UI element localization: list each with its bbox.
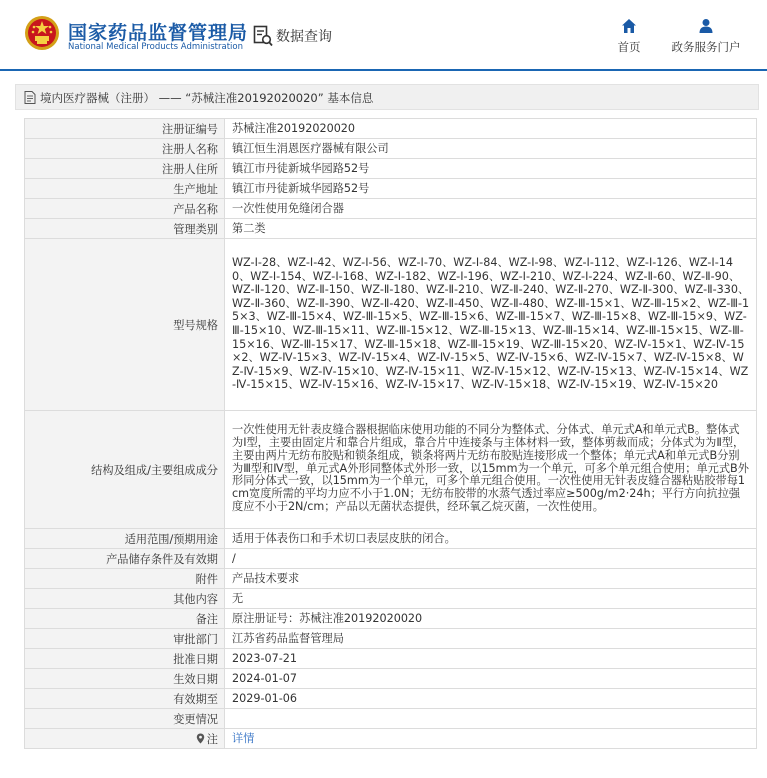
field-value: 原注册证号：苏械注准20192020020	[225, 609, 757, 629]
data-query-link[interactable]: 数据查询	[276, 29, 332, 45]
field-label: 变更情况	[25, 709, 225, 729]
header-divider	[0, 69, 767, 71]
table-row	[25, 729, 757, 749]
nav-home-label: 首页	[617, 40, 641, 54]
table-row	[25, 689, 757, 709]
field-label: 有效期至	[25, 689, 225, 709]
table-row	[25, 569, 757, 589]
document-icon	[24, 91, 36, 104]
table-row	[25, 529, 757, 549]
site-header	[0, 0, 767, 70]
field-label: 注	[206, 732, 218, 746]
field-value: 镇江市丹徒新城华园路52号	[225, 159, 757, 179]
home-icon	[621, 18, 637, 34]
table-row	[25, 411, 757, 529]
field-value: 无	[225, 589, 757, 609]
field-label: 型号规格	[25, 239, 225, 411]
nav-home[interactable]	[612, 18, 646, 58]
field-label: 注册人名称	[25, 139, 225, 159]
table-row	[25, 119, 757, 139]
national-emblem-icon[interactable]	[24, 15, 60, 51]
field-value: 2029-01-06	[225, 689, 757, 709]
field-value: 一次性使用免缝闭合器	[225, 199, 757, 219]
field-value: 镇江市丹徒新城华园路52号	[225, 179, 757, 199]
table-row	[25, 179, 757, 199]
user-icon	[698, 18, 714, 34]
field-value: /	[225, 549, 757, 569]
table-row	[25, 589, 757, 609]
table-row	[25, 139, 757, 159]
field-value: 镇江恒生涓恩医疗器械有限公司	[225, 139, 757, 159]
registration-info-table	[24, 118, 757, 749]
field-value	[225, 709, 757, 729]
table-row	[25, 649, 757, 669]
table-row	[25, 239, 757, 411]
table-row	[25, 159, 757, 179]
field-value: 2024-01-07	[225, 669, 757, 689]
field-value: 苏械注准20192020020	[225, 119, 757, 139]
field-value: 产品技术要求	[225, 569, 757, 589]
field-value: 江苏省药品监督管理局	[225, 629, 757, 649]
field-value	[225, 729, 757, 749]
table-row	[25, 199, 757, 219]
field-label: 产品名称	[25, 199, 225, 219]
field-label: 注册证编号	[25, 119, 225, 139]
data-query-icon[interactable]	[253, 25, 273, 47]
field-value: 一次性使用无针表皮缝合器根据临床使用功能的不同分为整体式、分体式、单元式A和单元式B。整体式为Ⅰ型，主要由固定片和靠合片组成，靠合片中连接条与主体材料一致，整体剪裁而成；分体式为为Ⅱ型，主要由两片无纺布胶贴和锁条组成，锁条将两片无纺布胶贴连接形成一个整体；单元式A和单元式B分别为Ⅲ型和Ⅳ型，单元式A外形同整体式外形一致，以15mm为一个单元，可多个单元组合使用；单元式B外形同分体式一致，以15mm为一个单元，可多个单元组合使用。一次性使用无针表皮缝合器粘贴胶带每1cm宽度所需的平均力应不小于1.0N；无纺布胶带的水蒸气透过率应≥500g/m2·24h；平行方向抗拉强度应不小于2N/cm；产品以无菌状态提供，经环氧乙烷灭菌，一次性使用。	[225, 411, 757, 529]
nav-gov-services[interactable]	[664, 18, 748, 58]
field-label: 批准日期	[25, 649, 225, 669]
field-value: 适用于体表伤口和手术切口表层皮肤的闭合。	[225, 529, 757, 549]
field-label: 结构及组成/主要组成成分	[25, 411, 225, 529]
field-value: WZ-Ⅰ-28、WZ-Ⅰ-42、WZ-Ⅰ-56、WZ-Ⅰ-70、WZ-Ⅰ-84、WZ-Ⅰ-98、WZ-Ⅰ-112、WZ-Ⅰ-126、WZ-Ⅰ-140、WZ-Ⅰ-154、WZ-Ⅰ-168、WZ-Ⅰ-182、WZ-Ⅰ-196、WZ-Ⅰ-210、WZ-Ⅰ-224、WZ-Ⅱ-60、WZ-Ⅱ-90、WZ-Ⅱ-120、WZ-Ⅱ-150、WZ-Ⅱ-180、WZ-Ⅱ-210、WZ-Ⅱ-240、WZ-Ⅱ-270、WZ-Ⅱ-300、WZ-Ⅱ-330、WZ-Ⅱ-360、WZ-Ⅱ-390、WZ-Ⅱ-420、WZ-Ⅱ-450、WZ-Ⅱ-480、WZ-Ⅲ-15×1、WZ-Ⅲ-15×2、WZ-Ⅲ-15×3、WZ-Ⅲ-15×4、WZ-Ⅲ-15×5、WZ-Ⅲ-15×6、WZ-Ⅲ-15×7、WZ-Ⅲ-15×8、WZ-Ⅲ-15×9、WZ-Ⅲ-15×10、WZ-Ⅲ-15×11、WZ-Ⅲ-15×12、WZ-Ⅲ-15×13、WZ-Ⅲ-15×14、WZ-Ⅲ-15×15、WZ-Ⅲ-15×16、WZ-Ⅲ-15×17、WZ-Ⅲ-15×18、WZ-Ⅲ-15×19、WZ-Ⅲ-15×20、WZ-Ⅳ-15×1、WZ-Ⅳ-15×2、WZ-Ⅳ-15×3、WZ-Ⅳ-15×4、WZ-Ⅳ-15×5、WZ-Ⅳ-15×6、WZ-Ⅳ-15×7、WZ-Ⅳ-15×8、WZ-Ⅳ-15×9、WZ-Ⅳ-15×10、WZ-Ⅳ-15×11、WZ-Ⅳ-15×12、WZ-Ⅳ-15×13、WZ-Ⅳ-15×14、WZ-Ⅳ-15×15、WZ-Ⅳ-15×16、WZ-Ⅳ-15×17、WZ-Ⅳ-15×18、WZ-Ⅳ-15×19、WZ-Ⅳ-15×20	[225, 239, 757, 411]
org-name-en[interactable]: National Medical Products Administration	[68, 42, 243, 52]
breadcrumb	[15, 84, 759, 110]
field-value: 第二类	[225, 219, 757, 239]
field-label: 注册人住所	[25, 159, 225, 179]
details-link[interactable]: 详情	[232, 731, 255, 745]
table-row	[25, 609, 757, 629]
field-value: 2023-07-21	[225, 649, 757, 669]
field-label: 备注	[25, 609, 225, 629]
table-row	[25, 669, 757, 689]
field-label: 生产地址	[25, 179, 225, 199]
field-label: 审批部门	[25, 629, 225, 649]
org-name-cn[interactable]: 国家药品监督管理局	[68, 22, 249, 44]
field-label: 管理类别	[25, 219, 225, 239]
field-label: 其他内容	[25, 589, 225, 609]
table-row	[25, 549, 757, 569]
field-label: 生效日期	[25, 669, 225, 689]
field-label: 产品储存条件及有效期	[25, 549, 225, 569]
note-label-cell	[25, 729, 225, 749]
nav-gov-label: 政务服务门户	[671, 40, 741, 54]
table-row	[25, 629, 757, 649]
field-label: 适用范围/预期用途	[25, 529, 225, 549]
table-row	[25, 219, 757, 239]
table-row	[25, 709, 757, 729]
field-label: 附件	[25, 569, 225, 589]
location-pin-icon	[196, 733, 205, 744]
breadcrumb-text: 境内医疗器械（注册） —— “苏械注准20192020020” 基本信息	[40, 91, 374, 105]
